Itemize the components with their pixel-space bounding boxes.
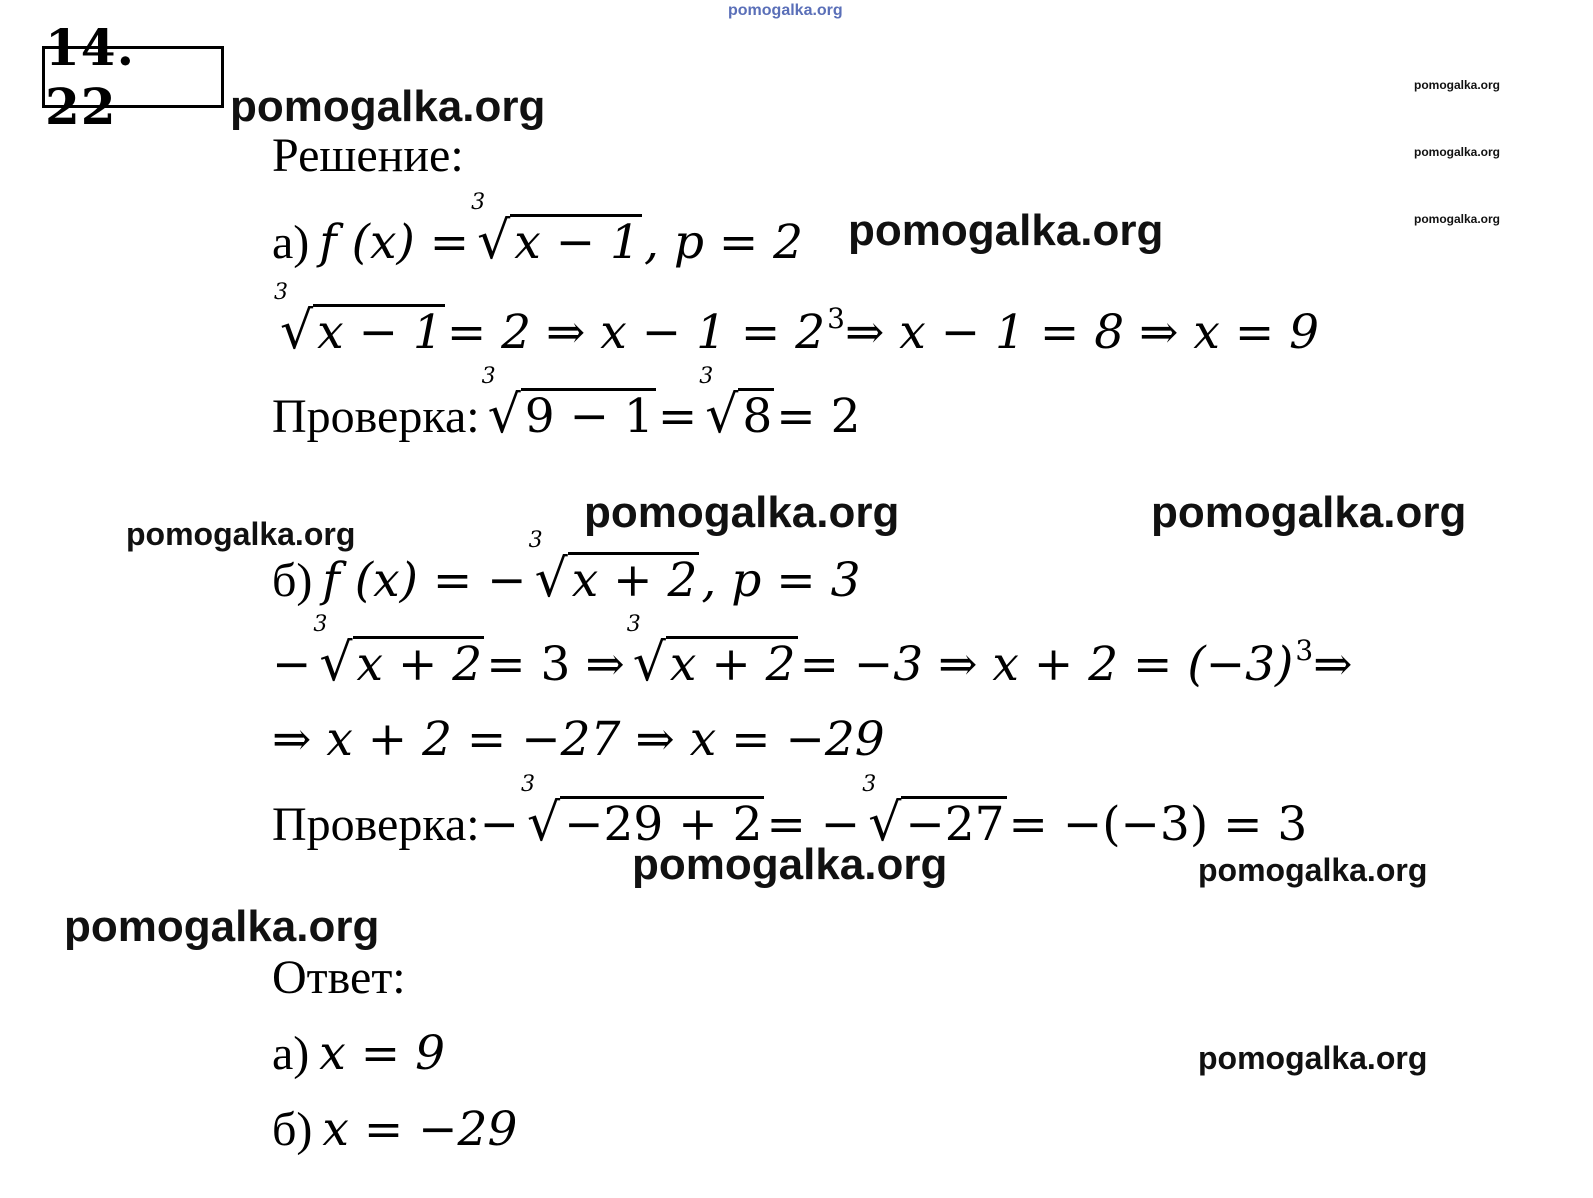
- equation-text: ⇒ x + 2 = −27 ⇒ x = −29: [272, 712, 885, 767]
- root-index: 3: [481, 364, 496, 389]
- cube-root: 3 √ x + 2: [528, 528, 698, 609]
- exponent: 3: [827, 302, 845, 335]
- radicand: x + 2: [353, 636, 485, 688]
- root-index: 3: [520, 772, 535, 797]
- radicand: 9 − 1: [521, 388, 656, 440]
- function-def: f (x) = −: [322, 553, 527, 608]
- answer-b-value: x = −29: [322, 1102, 518, 1157]
- minus: −: [272, 637, 312, 692]
- radicand: x − 1: [510, 214, 642, 266]
- equation-text: ⇒ x − 1 = 8 ⇒ x = 9: [844, 305, 1320, 360]
- watermark: pomogalka.org: [230, 82, 546, 131]
- answer-heading: [272, 951, 406, 1004]
- answer-a-prefix: а): [272, 1027, 310, 1080]
- root-index: 3: [626, 612, 641, 637]
- answer-b-prefix: б): [272, 1103, 313, 1156]
- answer-a-value: x = 9: [319, 1026, 445, 1081]
- radicand: x + 2: [568, 552, 700, 604]
- equation-text: = −3 ⇒ x + 2 = (−3): [799, 637, 1294, 692]
- root-index: 3: [699, 364, 714, 389]
- result: = 2: [776, 389, 861, 444]
- cube-root: 3 √ x + 2: [313, 612, 483, 693]
- cube-root: 3 √ −27: [862, 772, 1005, 853]
- watermark: pomogalka.org: [1151, 488, 1467, 537]
- part-a-step: [272, 280, 1320, 361]
- equals: =: [657, 389, 698, 444]
- root-index: 3: [528, 528, 543, 553]
- cube-root: 3 √ x − 1: [274, 280, 443, 361]
- cube-root: 3 √ x + 2: [626, 612, 796, 693]
- watermark: pomogalka.org: [1414, 212, 1501, 226]
- part-a-prefix: а): [272, 216, 310, 269]
- cube-root: 3 √ x − 1: [471, 190, 640, 271]
- answer-label: Ответ:: [272, 951, 406, 1004]
- root-index: 3: [274, 280, 288, 305]
- equation-text: = 2 ⇒ x − 1 = 2: [446, 305, 826, 360]
- part-b-statement: [272, 528, 861, 609]
- watermark-top: pomogalka.org: [728, 2, 843, 19]
- equation-text: = −: [766, 797, 861, 852]
- radicand: −29 + 2: [560, 796, 764, 848]
- check-label: Проверка:: [272, 798, 480, 851]
- solution-heading: [272, 129, 464, 182]
- part-b-step-2: [272, 712, 885, 767]
- watermark: pomogalka.org: [126, 516, 356, 552]
- root-index: 3: [471, 190, 486, 215]
- watermark: pomogalka.org: [1198, 1040, 1428, 1076]
- problem-number: 14. 22: [42, 46, 224, 108]
- solution-label: Решение:: [272, 129, 464, 182]
- equation-text: = 3 ⇒: [486, 637, 625, 692]
- answer-b: [272, 1102, 518, 1157]
- watermark: pomogalka.org: [848, 206, 1164, 255]
- part-a-check: [272, 364, 861, 445]
- cube-root: 3 √ 9 − 1: [481, 364, 654, 445]
- function-def: f (x) =: [319, 215, 470, 270]
- root-index: 3: [313, 612, 328, 637]
- check-label: Проверка:: [272, 390, 480, 443]
- implies-arrow: ⇒: [1313, 637, 1353, 692]
- radicand: 8: [738, 388, 774, 440]
- watermark: pomogalka.org: [1414, 78, 1501, 92]
- answer-a: [272, 1026, 445, 1081]
- watermark: pomogalka.org: [1414, 145, 1501, 159]
- exponent: 3: [1295, 634, 1314, 667]
- part-b-prefix: б): [272, 554, 313, 607]
- cube-root: 3 √ −29 + 2: [520, 772, 763, 853]
- radicand: x + 2: [666, 636, 798, 688]
- root-index: 3: [862, 772, 877, 797]
- cube-root: 3 √ 8: [699, 364, 773, 445]
- radicand: x − 1: [313, 304, 445, 356]
- watermark: pomogalka.org: [632, 840, 948, 889]
- watermark: pomogalka.org: [64, 902, 380, 951]
- part-b-check: [272, 772, 1308, 853]
- parameter: , p = 3: [701, 553, 861, 608]
- radicand: −27: [901, 796, 1006, 848]
- part-a-statement: [272, 190, 804, 271]
- minus: −: [479, 797, 519, 852]
- result: = −(−3) = 3: [1008, 797, 1308, 852]
- parameter: , p = 2: [643, 215, 804, 270]
- part-b-step-1: [272, 612, 1353, 693]
- watermark: pomogalka.org: [584, 488, 900, 537]
- watermark: pomogalka.org: [1198, 852, 1428, 888]
